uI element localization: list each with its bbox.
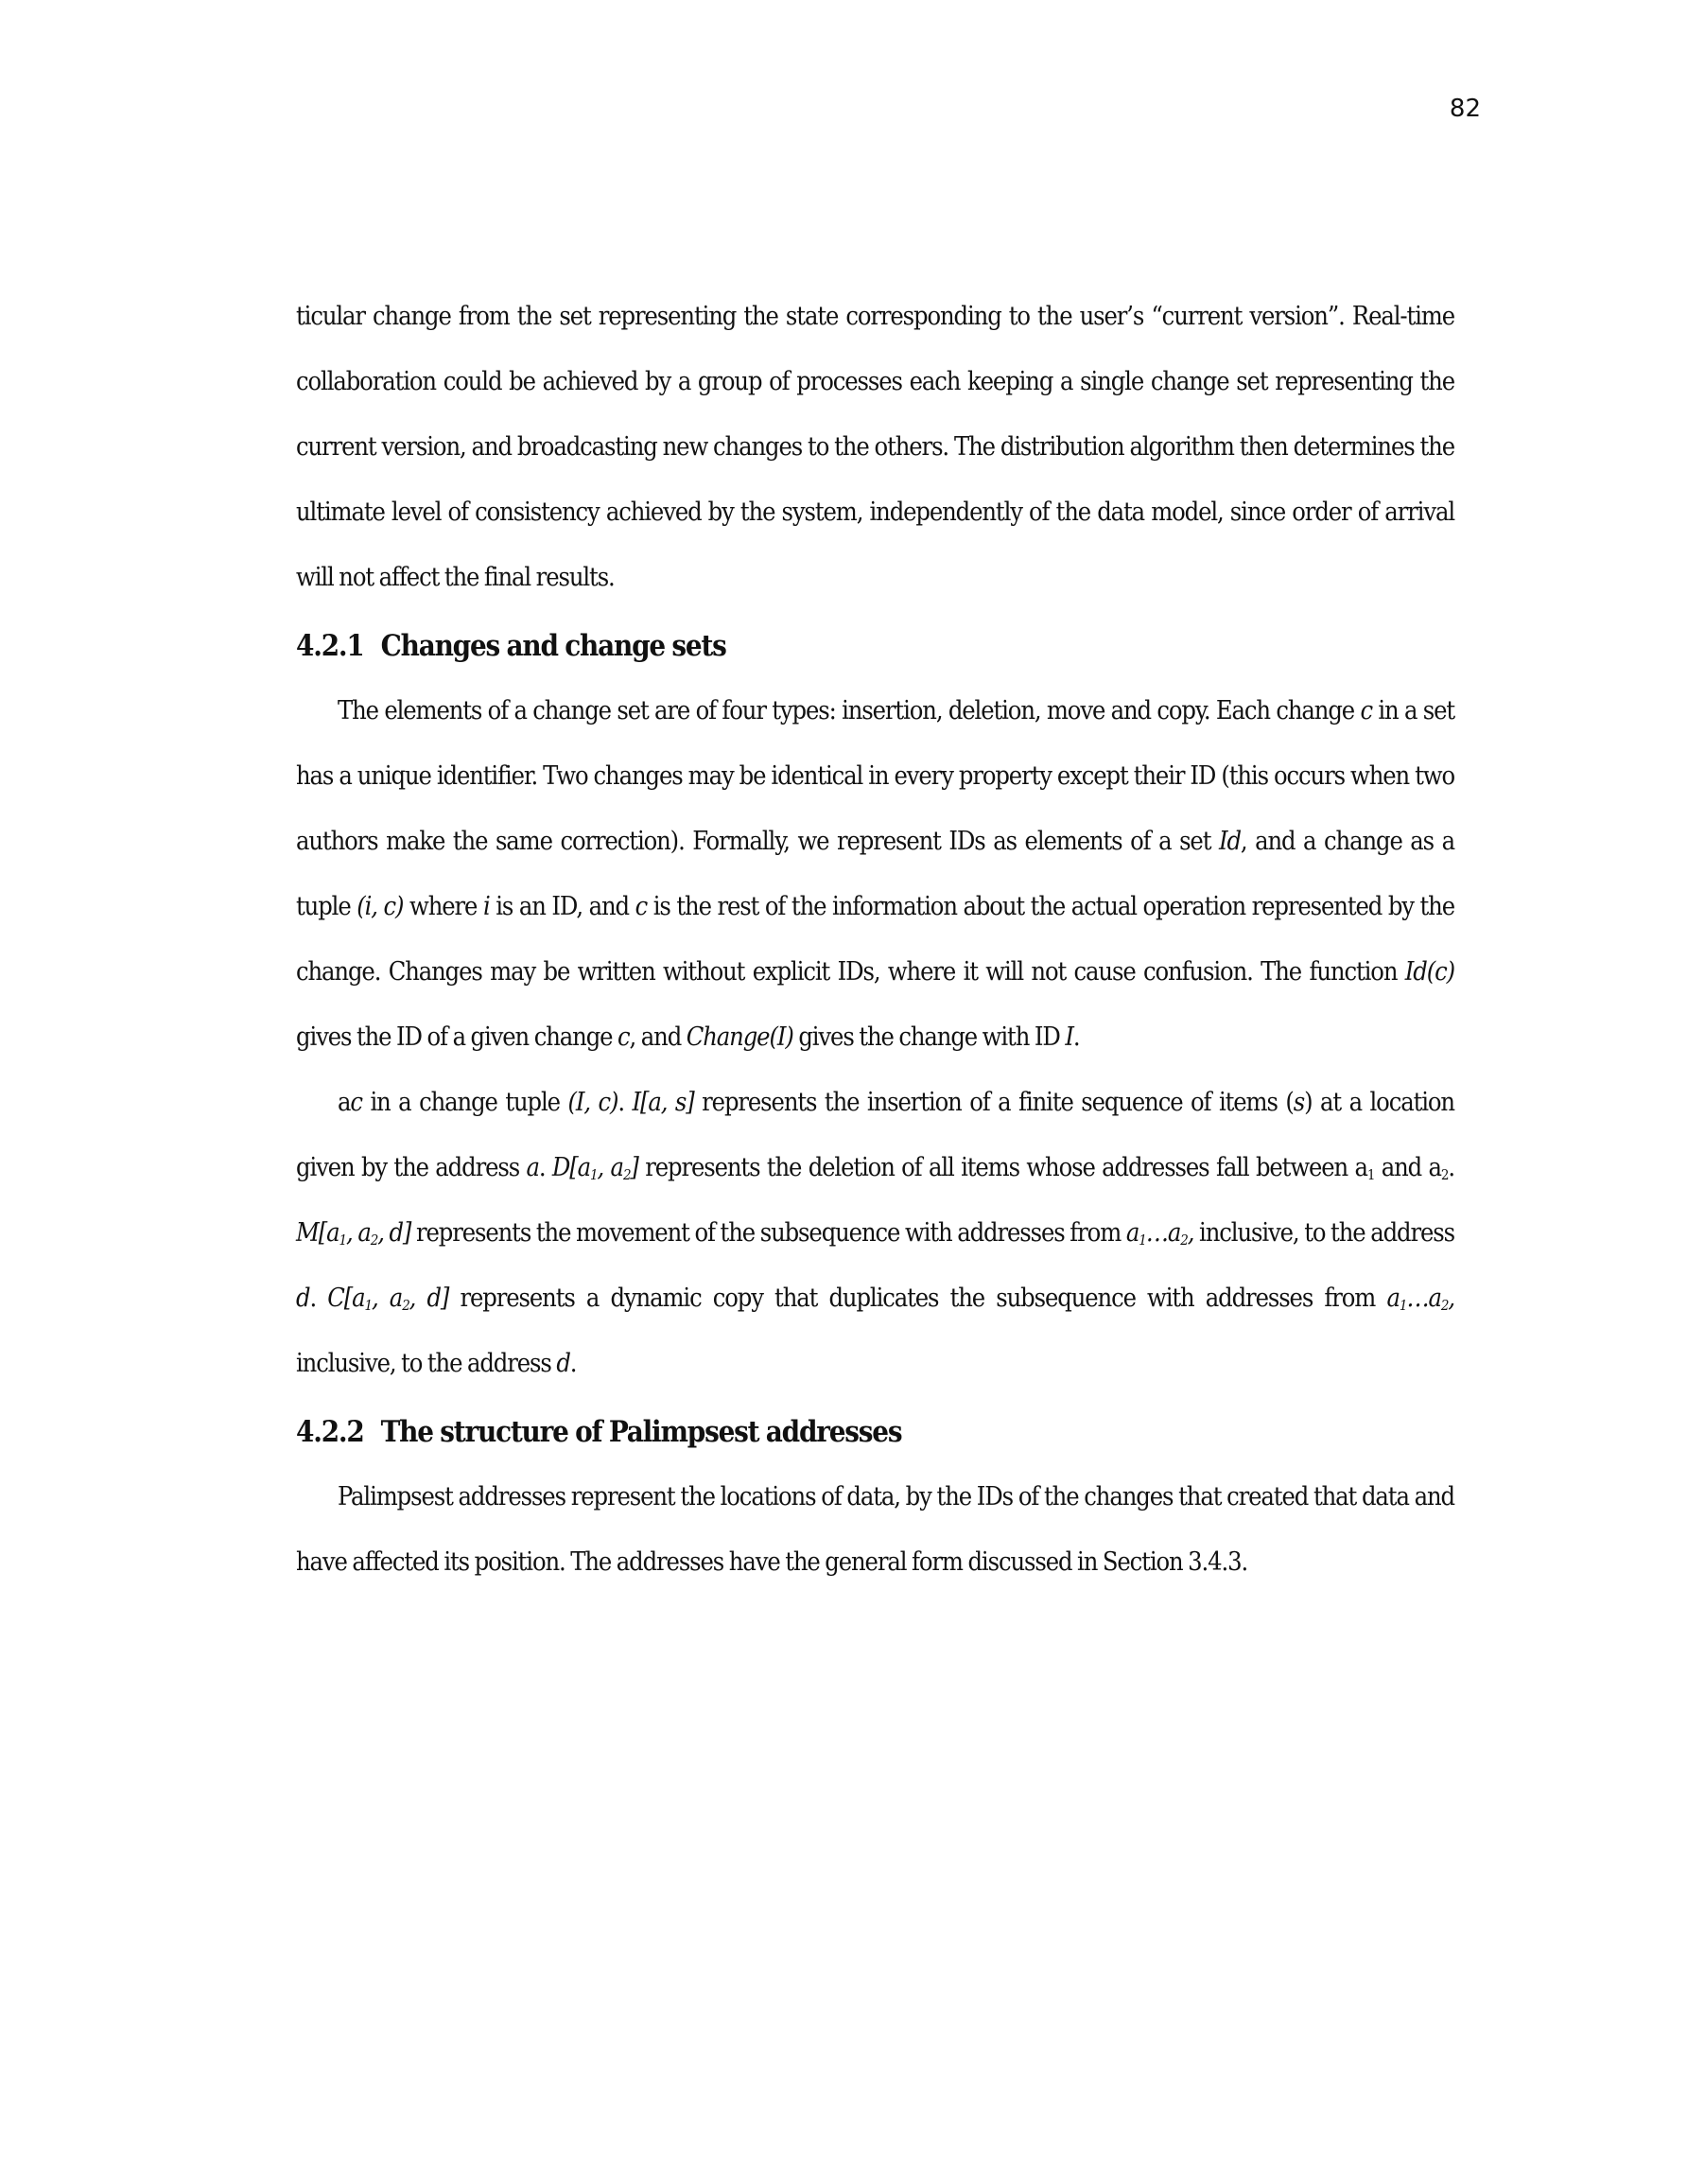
continuation-paragraph: ticular change from the set representing the state corresponding to the user’s “current version”. Real-time collaboration could be achieved by a group of processes each keeping a single change set representing the current version, and broadcasting new changes to the others. The distribution algorithm then determines the ultimate level of consistency achieved by the system, independently of the data model, since order of arrival will not affect the final results. bbox=[296, 302, 1454, 592]
page-number: 82 bbox=[1449, 95, 1481, 123]
paragraph-change-types: The elements of a change set are of four types: insertion, deletion, move and copy. Each change c in a set has a unique identifier. Two changes may be identical in every property except their ID (this occurs when two authors make the same correction). Formally, we represent IDs as elements of a set Id, and a change as a tuple (i, c) where i is an ID, and c is the rest of the information about the actual operation represented by the change. Changes may be written without explicit IDs, where it will not cause confusion. The function Id(c) gives the ID of a given change c, and Change(I) gives the change with ID I. bbox=[296, 696, 1455, 1052]
section-heading-4-2-1 bbox=[296, 610, 1454, 678]
paragraph-notations: ac in a change tuple (I, c). I[a, s] represents the insertion of a finite sequence of items (s) at a location given by the address a. $D[a_1$, $a_2$] represents the deletion of all items whose addresses fall between $a_1$ and $a_2$. $M[a_1$, $a_2$, d] represents the movement of the subsequence with addresses from $a_1\dots a_2$, inclusive, to the address d. $C[a_1$, $a_2$, d] represents a dynamic copy that duplicates the subsequence with addresses from $a_1\dots a_2$, inclusive, to the address d. bbox=[296, 1088, 1455, 1378]
paragraph-palimpsest-addresses: Palimpsest addresses represent the locations of data, by the IDs of the changes that created that data and have affected its position. The addresses have the general form discussed in Section 3.4.3. bbox=[296, 1482, 1454, 1577]
page-body bbox=[296, 284, 1454, 1595]
section-number: 4.2.1 bbox=[296, 629, 364, 663]
section-heading-4-2-2 bbox=[296, 1396, 1454, 1464]
section-number: 4.2.2 bbox=[296, 1415, 364, 1449]
section-title: Changes and change sets bbox=[380, 629, 726, 663]
section-title: The structure of Palimpsest addresses bbox=[380, 1415, 902, 1449]
